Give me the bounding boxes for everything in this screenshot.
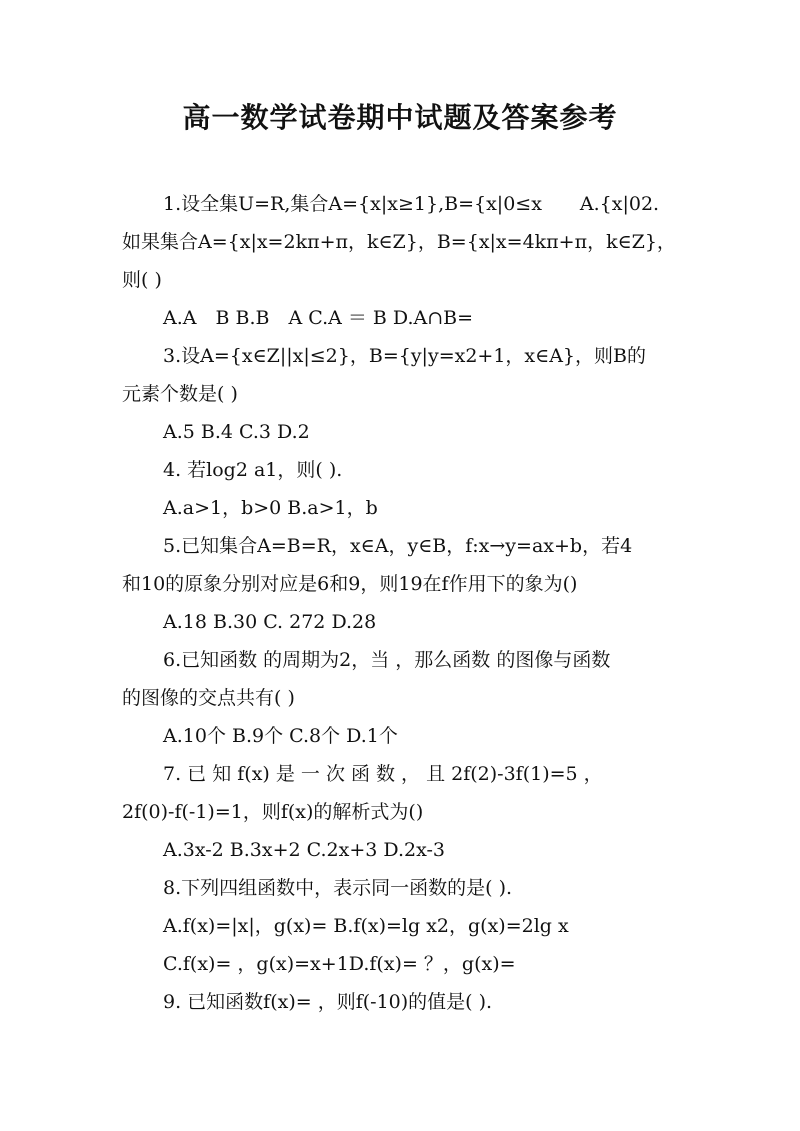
text-line: 则( ) — [122, 269, 162, 291]
answer-options: A.A B B.B A C.A ＝ B D.A∩B= — [163, 307, 474, 329]
answer-options: A.3x-2 B.3x+2 C.2x+3 D.2x-3 — [163, 839, 445, 861]
text-line: 如果集合A={x|x=2kπ+π，k∈Z}，B={x|x=4kπ+π，k∈Z}， — [122, 231, 676, 253]
answer-options: C.f(x)= ，g(x)=x+1D.f(x)= ？，g(x)= — [163, 953, 516, 975]
text-line: 2f(0)-f(-1)=1，则f(x)的解析式为() — [122, 801, 424, 823]
answer-options: A.5 B.4 C.3 D.2 — [163, 421, 310, 443]
question-text: 9. 已知函数f(x)= ，则f(-10)的值是( ). — [163, 991, 493, 1013]
answer-options: A.a>1，b>0 B.a>1，b — [163, 497, 378, 519]
question-text: 7. 已 知 f(x) 是 一 次 函 数 ， 且 2f(2)-3f(1)=5 ， — [163, 763, 603, 785]
question-text: 3.设A={x∈Z||x|≤2}，B={y|y=x2+1，x∈A}，则B的 — [163, 345, 646, 367]
question-text: 6.已知函数 的周期为2，当 ，那么函数 的图像与函数 — [163, 649, 611, 671]
text-line: 元素个数是( ) — [122, 383, 238, 405]
answer-options: A.10个 B.9个 C.8个 D.1个 — [163, 725, 398, 747]
text-line: 和10的原象分别对应是6和9，则19在f作用下的象为() — [122, 573, 578, 595]
answer-options: A.f(x)=|x|，g(x)= B.f(x)=lg x2，g(x)=2lg x — [163, 915, 569, 937]
text-line: 的图像的交点共有( ) — [122, 687, 295, 709]
document-title: 高一数学试卷期中试题及答案参考 — [182, 101, 618, 134]
text-line: 1.设全集U=R,集合A={x|x≥1},B={x|0≤x A.{x|02. — [163, 193, 660, 215]
question-text: 4. 若log2 a1，则( ). — [163, 459, 343, 481]
answer-options: A.18 B.30 C. 272 D.28 — [163, 611, 377, 633]
question-text: 5.已知集合A=B=R，x∈A，y∈B，f:x→y=ax+b，若4 — [163, 535, 633, 557]
question-text: 8.下列四组函数中，表示同一函数的是( ). — [163, 877, 513, 899]
